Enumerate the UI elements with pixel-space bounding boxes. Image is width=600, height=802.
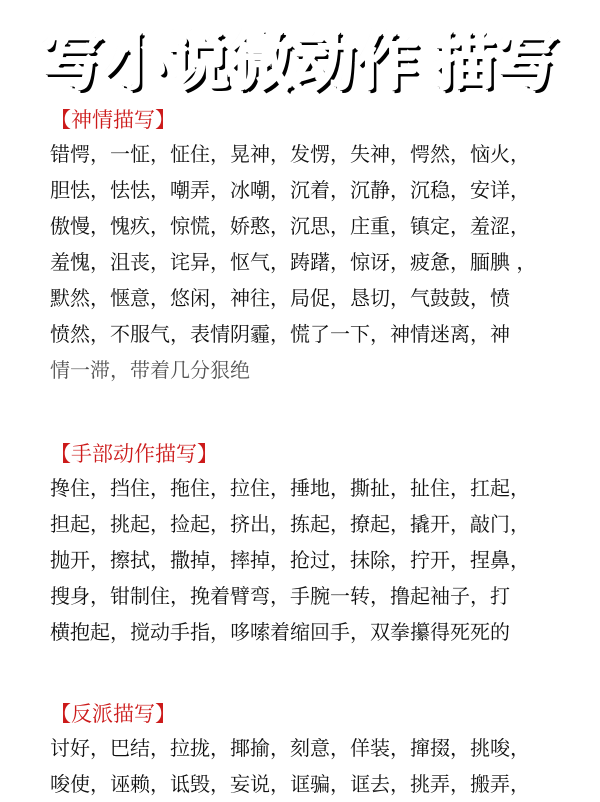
- section-body-expression: [50, 136, 560, 388]
- text-line: 抛开，擦拭，撒掉，摔掉，抢过，抹除，拧开，捏鼻，: [50, 548, 530, 572]
- title-part-3: 描写: [433, 24, 560, 98]
- text-line: 搜身，钳制住，挽着臂弯，手腕一转，撸起袖子，打: [50, 584, 510, 608]
- text-line: 错愕，一怔，怔住，晃神，发愣，失神，愕然，恼火，: [50, 142, 530, 166]
- section-heading-expression: 【神情描写】: [50, 108, 176, 132]
- text-line: 横抱起，搅动手指，哆嗦着缩回手，双拳攥得死死的: [50, 620, 510, 644]
- title-part-1: 写小说: [40, 24, 230, 98]
- page-title: [0, 14, 600, 98]
- text-line: 情一滞，带着几分狠绝: [50, 358, 250, 382]
- text-line: 搀住，挡住，拖住，拉住，捶地，撕扯，扯住，扛起，: [50, 476, 530, 500]
- section-heading-hand-actions: 【手部动作描写】: [50, 442, 218, 466]
- text-line: 唆使，诬赖，诋毁，妄说，诓骗，诓去，挑弄，搬弄，: [50, 772, 530, 796]
- section-heading-villain: 【反派描写】: [50, 702, 176, 726]
- text-line: 胆怯，怯怯，嘲弄，冰嘲，沉着，沉静，沉稳，安详，: [50, 178, 530, 202]
- title-part-2: 微动作: [229, 24, 419, 98]
- section-body-hand-actions: [50, 470, 560, 650]
- text-line: 羞愧，沮丧，诧异，怄气，踌躇，惊讶，疲惫，腼腆 ，: [50, 250, 537, 274]
- section-body-villain: [50, 730, 560, 802]
- text-line: 愤然，不服气，表情阴霾，慌了一下，神情迷离，神: [50, 322, 510, 346]
- text-line: 讨好，巴结，拉拢，揶揄，刻意，佯装，撺掇，挑唆，: [50, 736, 530, 760]
- text-line: 傲慢，愧疚，惊慌，娇憨，沉思，庄重，镇定，羞涩，: [50, 214, 530, 238]
- text-line: 担起，挑起，捡起，挤出，拣起，撩起，撬开，敲门，: [50, 512, 530, 536]
- text-line: 默然，惬意，悠闲，神往，局促，恳切，气鼓鼓，愤: [50, 286, 510, 310]
